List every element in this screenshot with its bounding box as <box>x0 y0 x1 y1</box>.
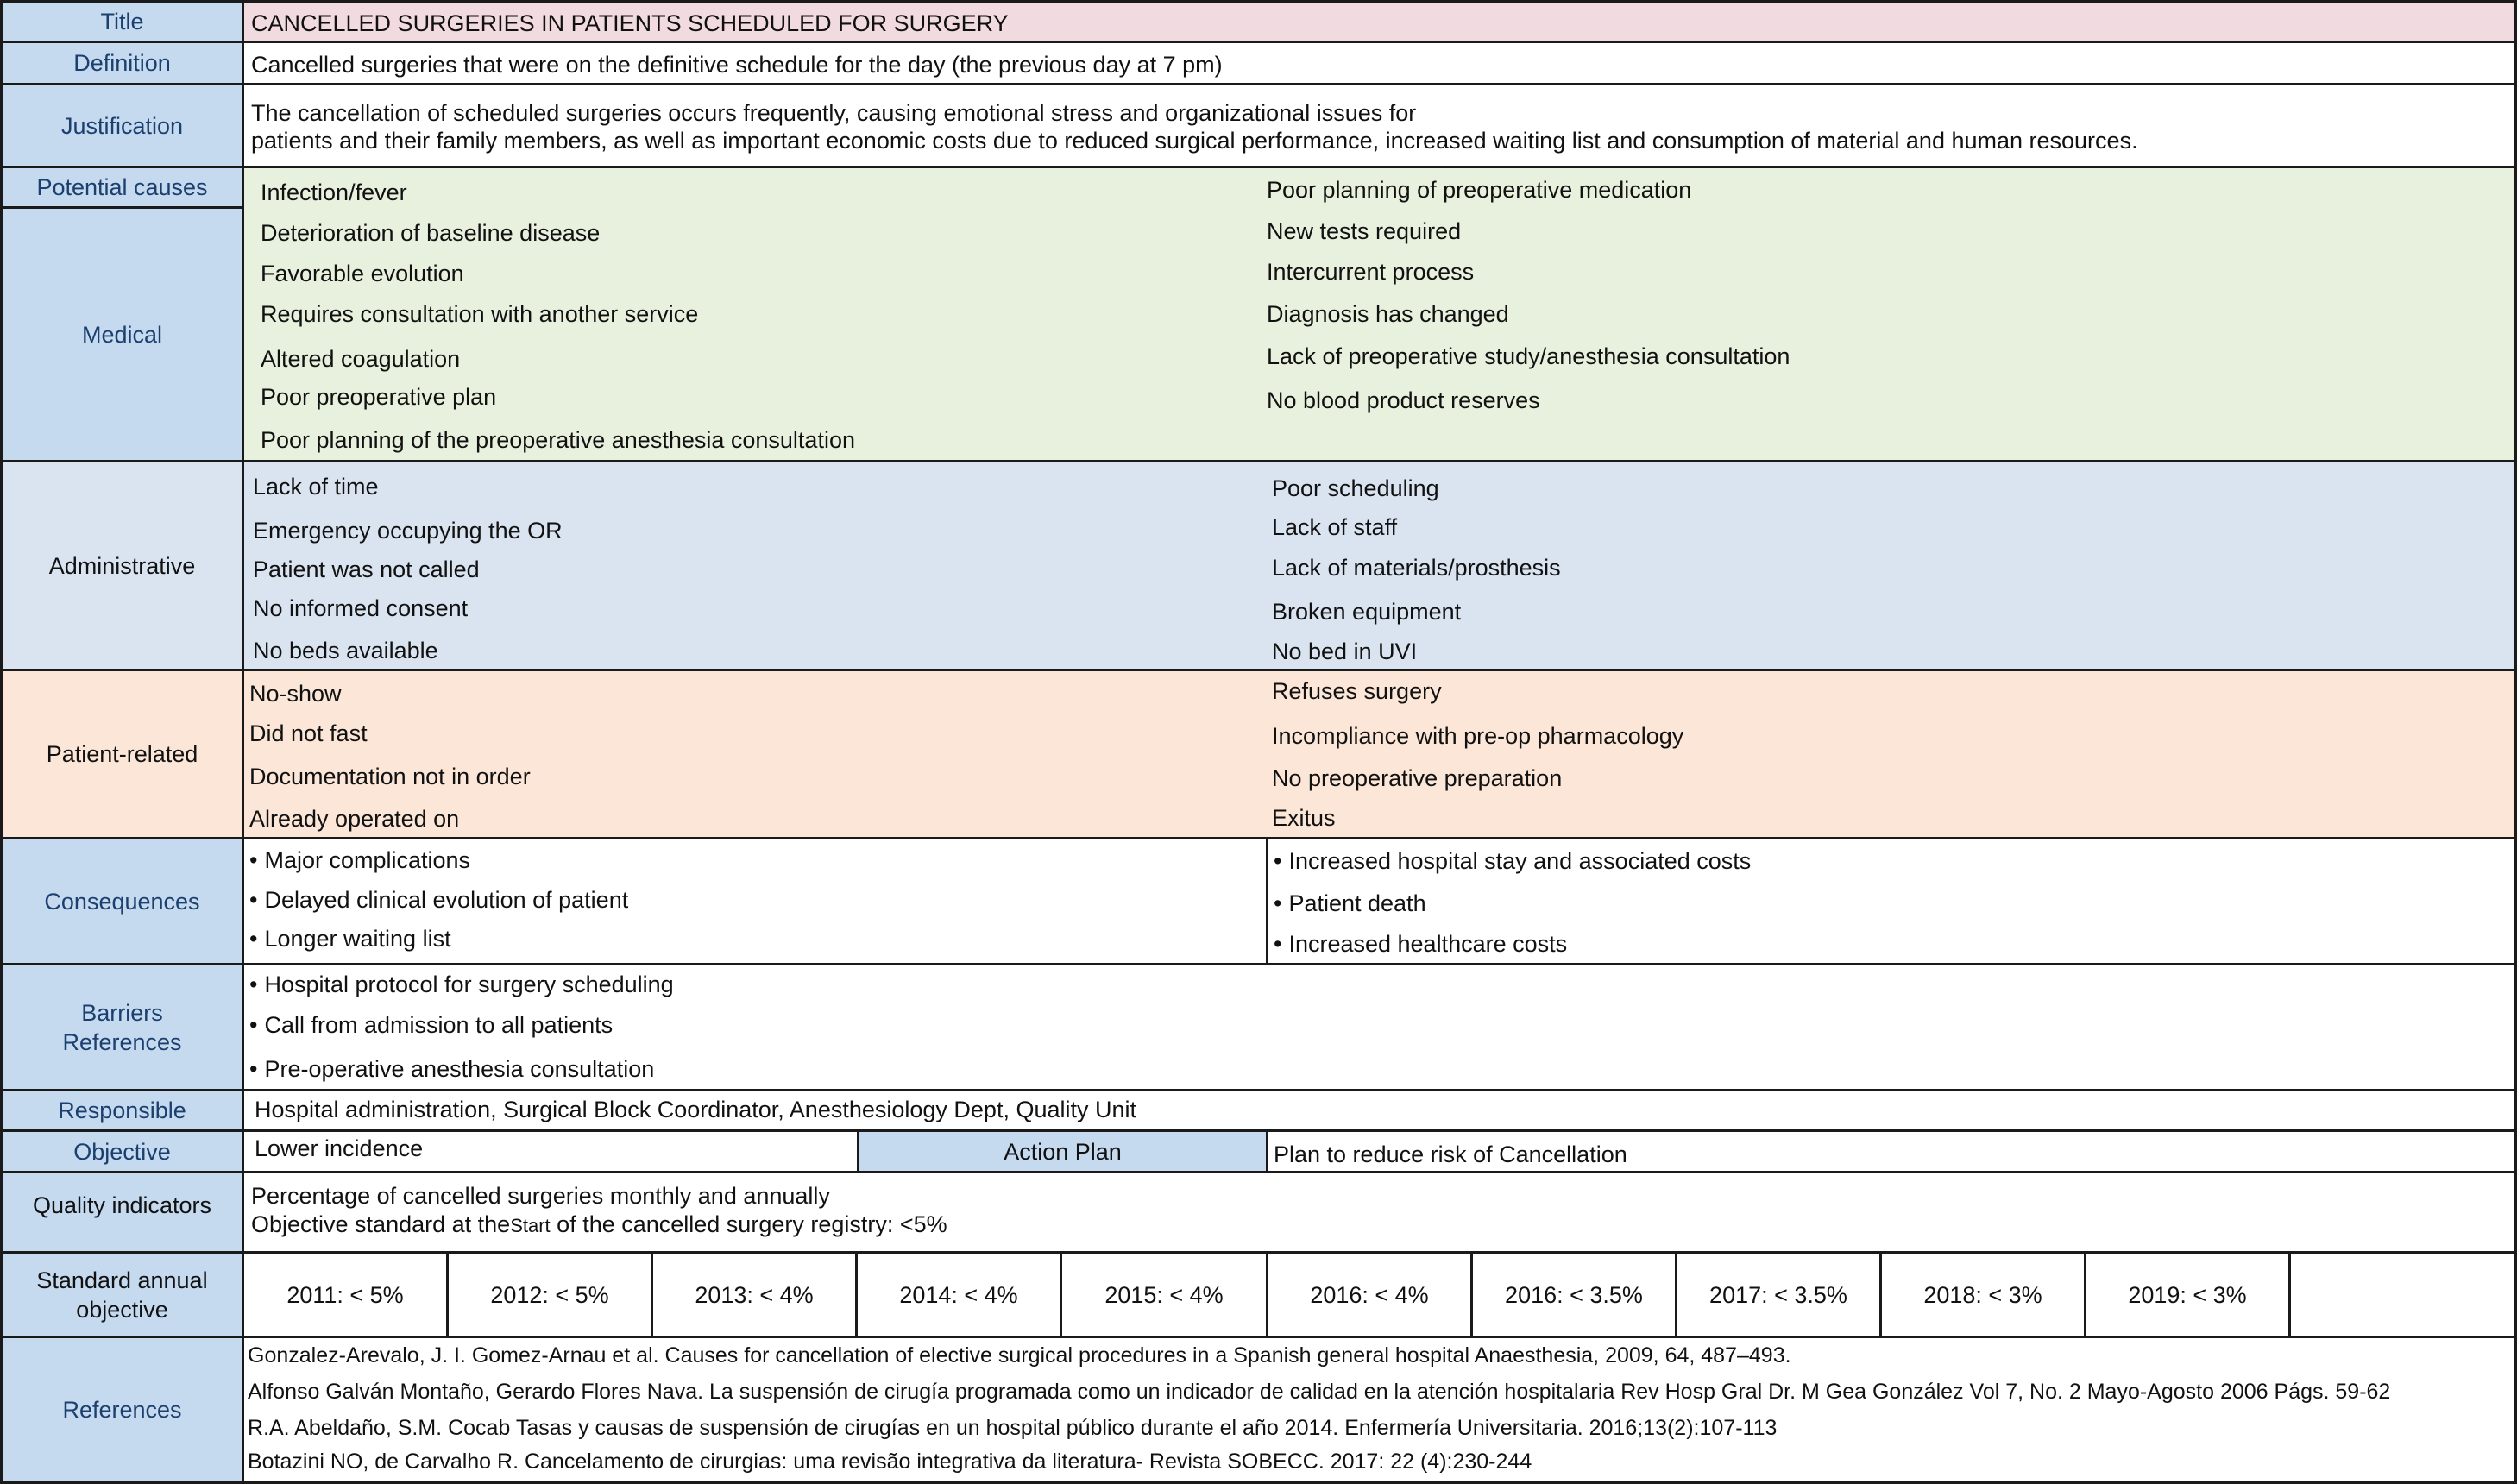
administrative-cause-right: Lack of materials/prosthesis <box>1272 555 1561 581</box>
objective-text: Lower incidence <box>255 1135 424 1161</box>
potential-causes-label: Potential causes <box>0 166 244 209</box>
administrative-cause-left: Patient was not called <box>253 556 480 582</box>
standard-year-value: 2016: < 4% <box>1310 1281 1429 1308</box>
reference-item: Botazini NO, de Carvalho R. Cancelamento de cirurgias: uma revisão integrativa da literatura- Revista SOBECC. 2017: 22 (4):230-244 <box>248 1449 1532 1474</box>
standard-year-value: 2011: < 5% <box>286 1281 404 1308</box>
administrative-cause-left: Emergency occupying the OR <box>253 518 563 544</box>
barriers-label-line-1: Barriers <box>81 999 163 1026</box>
administrative-cause-left: Lack of time <box>253 474 379 500</box>
medical-cause-left: Poor planning of the preoperative anesthesia consultation <box>261 427 855 453</box>
justification-line-1: The cancellation of scheduled surgeries occurs frequently, causing emotional stress and organizational issues for <box>251 100 1417 126</box>
administrative-cause-right: Broken equipment <box>1272 599 1462 625</box>
standard-year-cell <box>1675 1251 1882 1338</box>
action-plan-cell <box>1266 1129 2517 1173</box>
standard-year-cell <box>1470 1251 1677 1338</box>
objective-cell <box>242 1129 859 1173</box>
standard-year-value: 2012: < 5% <box>490 1281 609 1308</box>
medical-cause-left: Infection/fever <box>261 179 407 205</box>
patient-related-label: Patient-related <box>0 669 244 839</box>
barrier-item: • Pre-operative anesthesia consultation <box>249 1055 654 1083</box>
action-plan-label: Action Plan <box>857 1129 1268 1173</box>
administrative-causes-cell <box>242 460 2517 671</box>
patient-cause-left: Did not fast <box>249 720 368 746</box>
justification-label: Justification <box>0 83 244 168</box>
standard-year-value: 2013: < 4% <box>695 1281 814 1308</box>
standard-annual-label-line-2: objective <box>76 1296 168 1323</box>
medical-cause-right: Lack of preoperative study/anesthesia consultation <box>1267 343 1790 369</box>
consequence-item: • Longer waiting list <box>249 925 451 953</box>
standard-annual-label-line-1: Standard annual <box>36 1267 208 1293</box>
standard-year-cell <box>855 1251 1062 1338</box>
consequence-item: • Major complications <box>249 846 470 874</box>
justification-value-cell <box>242 83 2517 168</box>
medical-cause-right: Intercurrent process <box>1267 259 1475 285</box>
standard-year-value: 2016: < 3.5% <box>1505 1281 1643 1308</box>
medical-cause-left: Deterioration of baseline disease <box>261 220 601 246</box>
references-label: References <box>0 1336 244 1484</box>
consequence-item: • Patient death <box>1274 890 1426 917</box>
patient-cause-right: No preoperative preparation <box>1272 765 1563 791</box>
administrative-cause-left: No informed consent <box>253 595 469 621</box>
medical-causes-cell <box>242 166 2517 462</box>
quality-indicators-cell <box>242 1171 2517 1254</box>
responsible-text: Hospital administration, Surgical Block Coordinator, Anesthesiology Dept, Quality Unit <box>255 1097 1137 1122</box>
standard-year-cell <box>2084 1251 2291 1338</box>
barriers-cell <box>242 963 2517 1091</box>
medical-cause-left: Favorable evolution <box>261 261 464 286</box>
reference-item: R.A. Abeldaño, S.M. Cocab Tasas y causas de suspensión de cirugías en un hospital público durante el año 2014. Enfermería Universitaria. 2016;13(2):107-113 <box>248 1416 1778 1440</box>
patient-cause-left: Documentation not in order <box>249 764 531 789</box>
medical-cause-right: New tests required <box>1267 218 1462 244</box>
action-plan-text: Plan to reduce risk of Cancellation <box>1274 1141 1627 1167</box>
standard-year-cell <box>1060 1251 1268 1338</box>
quality-indicator-line-2 <box>251 1210 947 1240</box>
patient-cause-left: No-show <box>249 681 342 707</box>
consequence-item: • Delayed clinical evolution of patient <box>249 886 628 914</box>
medical-cause-right: No blood product reserves <box>1267 387 1540 413</box>
patient-related-causes-cell <box>242 669 2517 839</box>
definition-text: Cancelled surgeries that were on the definitive schedule for the day (the previous day at 7 pm) <box>251 52 1223 78</box>
justification-line-2: patients and their family members, as well as important economic costs due to reduced surgical performance, increased waiting list and consumption of material and human resources. <box>251 128 2138 154</box>
quality-indicator-line-2c: of the cancelled surgery registry: <5% <box>557 1211 947 1237</box>
barrier-item: • Call from admission to all patients <box>249 1011 613 1039</box>
standard-year-value: 2018: < 3% <box>1923 1281 2042 1308</box>
administrative-cause-left: No beds available <box>253 638 438 663</box>
patient-cause-left: Already operated on <box>249 806 460 832</box>
standard-year-cell <box>1266 1251 1473 1338</box>
quality-indicator-line-2a: Objective standard at the <box>251 1211 511 1237</box>
consequences-left-cell <box>242 837 1268 965</box>
standard-year-cell <box>242 1251 449 1338</box>
administrative-cause-right: No bed in UVI <box>1272 638 1418 664</box>
definition-label: Definition <box>0 41 244 85</box>
quality-indicators-label: Quality indicators <box>0 1171 244 1254</box>
medical-cause-left: Poor preoperative plan <box>261 384 497 410</box>
responsible-label: Responsible <box>0 1089 244 1132</box>
reference-item: Gonzalez-Arevalo, J. I. Gomez-Arnau et al. Causes for cancellation of elective surgical procedures in a Spanish general hospital Anaesthesia, 2009, 64, 487–493. <box>248 1343 1791 1368</box>
standard-year-value: 2014: < 4% <box>899 1281 1018 1308</box>
quality-indicator-start: Start <box>510 1215 551 1236</box>
quality-indicator-line-1: Percentage of cancelled surgeries monthly and annually <box>251 1183 830 1209</box>
administrative-cause-right: Poor scheduling <box>1272 475 1439 501</box>
patient-cause-right: Incompliance with pre-op pharmacology <box>1272 723 1684 749</box>
patient-cause-right: Exitus <box>1272 805 1336 831</box>
barriers-label <box>0 963 244 1091</box>
medical-label: Medical <box>0 206 244 462</box>
standard-year-value: 2015: < 4% <box>1104 1281 1224 1308</box>
reference-item: Alfonso Galván Montaño, Gerardo Flores Nava. La suspensión de cirugía programada como un indicador de calidad en la atención hospitalaria Rev Hosp Gral Dr. M Gea González Vol 7, No. 2 Mayo-Agosto 2006 Págs. 59-62 <box>248 1380 2391 1404</box>
patient-cause-right: Refuses surgery <box>1272 678 1442 704</box>
responsible-cell <box>242 1089 2517 1132</box>
page-title: CANCELLED SURGERIES IN PATIENTS SCHEDULED FOR SURGERY <box>251 10 1009 36</box>
title-label: Title <box>0 0 244 43</box>
standard-year-value: 2017: < 3.5% <box>1709 1281 1847 1308</box>
medical-cause-left: Altered coagulation <box>261 346 461 372</box>
standard-year-cell <box>2288 1251 2517 1338</box>
consequences-label: Consequences <box>0 837 244 965</box>
standard-annual-label <box>0 1251 244 1338</box>
standard-year-value: 2019: < 3% <box>2128 1281 2247 1308</box>
barrier-item: • Hospital protocol for surgery scheduling <box>249 971 674 998</box>
medical-cause-right: Diagnosis has changed <box>1267 301 1509 327</box>
standard-year-cell <box>1879 1251 2086 1338</box>
definition-value-cell <box>242 41 2517 85</box>
administrative-cause-right: Lack of staff <box>1272 514 1398 540</box>
title-value-cell <box>242 0 2517 43</box>
standard-year-cell <box>446 1251 653 1338</box>
consequence-item: • Increased hospital stay and associated costs <box>1274 847 1751 875</box>
administrative-label: Administrative <box>0 460 244 671</box>
consequences-right-cell <box>1266 837 2517 965</box>
barriers-label-line-2: References <box>62 1028 182 1055</box>
objective-label: Objective <box>0 1129 244 1173</box>
references-cell <box>242 1336 2517 1484</box>
medical-cause-left: Requires consultation with another service <box>261 301 699 327</box>
consequence-item: • Increased healthcare costs <box>1274 930 1567 958</box>
standard-year-cell <box>651 1251 858 1338</box>
medical-cause-right: Poor planning of preoperative medication <box>1267 177 1692 203</box>
